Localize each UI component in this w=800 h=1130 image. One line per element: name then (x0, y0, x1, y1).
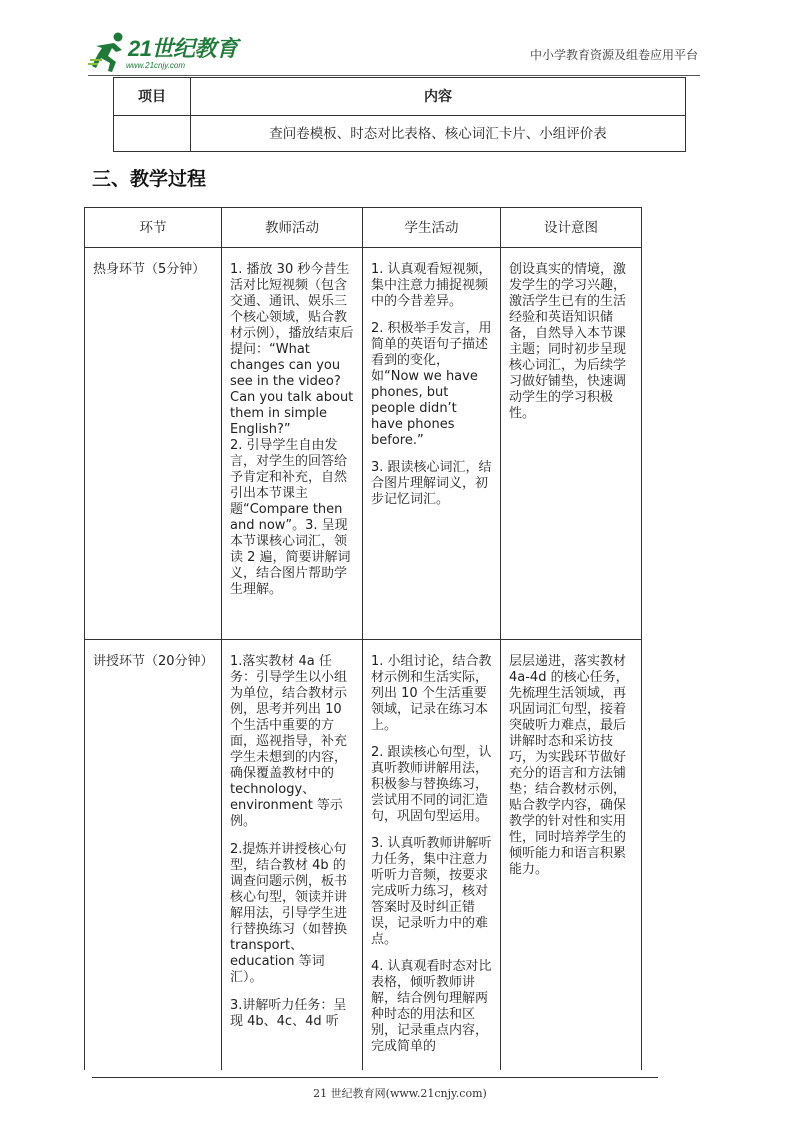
student-step: 3. 认真听教师讲解听力任务，集中注意力听听力音频，按要求完成听力练习，核对答案时及时纠正错误，记录听力中的难点。 (371, 836, 492, 947)
page-header (88, 30, 700, 76)
platform-name: 中小学教育资源及组卷应用平台 (529, 48, 698, 62)
student-cell (363, 640, 501, 1070)
footer-divider (92, 1077, 658, 1078)
intent-cell (501, 640, 642, 1070)
stage-label: 热身环节（5分钟） (93, 262, 206, 277)
table-row (85, 640, 642, 1070)
page-footer: 21 世纪教育网(www.21cnjy.com) (313, 1087, 487, 1100)
stage-cell (85, 640, 222, 1070)
stage-cell (85, 248, 222, 640)
student-cell (363, 248, 501, 640)
materials-content: 查问卷模板、时态对比表格、核心词汇卡片、小组评价表 (191, 116, 686, 152)
intent-text: 创设真实的情境，激发学生的学习兴趣，激活学生已有的生活经验和英语知识储备，自然导入本节课主题；同时初步呈现核心词汇，为后续学习做好铺垫，快速调动学生的学习积极性。 (509, 262, 627, 421)
intent-cell (501, 248, 642, 640)
student-step: 2. 积极举手发言，用简单的英语句子描述看到的变化，如“Now we have phones, but people didn’t have phones before.” (371, 321, 492, 448)
teaching-process-table (84, 207, 642, 1070)
student-step: 3. 跟读核心词汇，结合图片理解词义，初步记忆词汇。 (371, 460, 492, 507)
student-step: 4. 认真观看时态对比表格，倾听教师讲解，结合例句理解两种时态的用法和区别，记录重点内容，完成简单的 (371, 959, 492, 1054)
col-header-content: 内容 (191, 78, 686, 116)
student-step: 1. 小组讨论，结合教材示例和生活实际，列出 10 个生活重要领域，记录在练习本上。 (371, 654, 492, 733)
teacher-step: 3.讲解听力任务：呈现 4b、4c、4d 听 (230, 998, 347, 1029)
student-step: 2. 跟读核心句型，认真听教师讲解用法，积极参与替换练习，尝试用不同的词汇造句，巩固句型运用。 (371, 745, 492, 824)
teacher-step: 1. 播放 30 秒今昔生活对比短视频（包含交通、通讯、娱乐三个核心领域，贴合教材示例），播放结束后提问：“What changes can you see in the video? Can you talk about them in simple English?” (230, 262, 354, 437)
table-row (85, 248, 642, 640)
teacher-step: 1.落实教材 4a 任务：引导学生以小组为单位，结合教材示例，思考并列出 10 个生活中重要的方面，巡视指导，补充学生未想到的内容，确保覆盖教材中的 technology、environment 等示例。 (230, 654, 348, 829)
logo-url: www.21cnjy.com (126, 61, 185, 70)
col-header-teacher: 教师活动 (222, 208, 363, 248)
teacher-cell (222, 248, 363, 640)
logo (88, 30, 258, 74)
col-header-intent: 设计意图 (501, 208, 642, 248)
teacher-cell (222, 640, 363, 1070)
student-step: 1. 认真观看短视频，集中注意力捕捉视频中的今昔差异。 (371, 262, 492, 309)
intent-text: 层层递进，落实教材 4a-4d 的核心任务，先梳理生活领域，再巩固词汇句型，接着突破听力难点，最后讲解时态和采访技巧，为实践环节做好充分的语言和方法铺垫；结合教材示例，贴合教学内容，确保教学的针对性和实用性，同时培养学生的倾听能力和语言积累能力。 (509, 654, 629, 877)
materials-table (113, 77, 686, 152)
teacher-step: 2.提炼并讲授核心句型，结合教材 4b 的调查问题示例，板书核心句型，领读并讲解用法，引导学生进行替换练习（如替换 transport、education 等词汇）。 (230, 842, 348, 985)
col-header-stage: 环节 (85, 208, 222, 248)
logo-text: 21世纪教育 (128, 36, 238, 61)
col-header-item: 项目 (114, 78, 191, 116)
stage-label: 讲授环节（20分钟） (93, 654, 214, 669)
teacher-step: 2. 引导学生自由发言，对学生的回答给予肯定和补充，自然引出本节课主题“Compare then and now”。3. 呈现本节课核心词汇，领读 2 遍，简要讲解词义，结合图片帮助学生理解。 (230, 438, 351, 597)
table-cell (114, 116, 191, 152)
col-header-student: 学生活动 (363, 208, 501, 248)
section-title: 三、教学过程 (92, 168, 207, 190)
